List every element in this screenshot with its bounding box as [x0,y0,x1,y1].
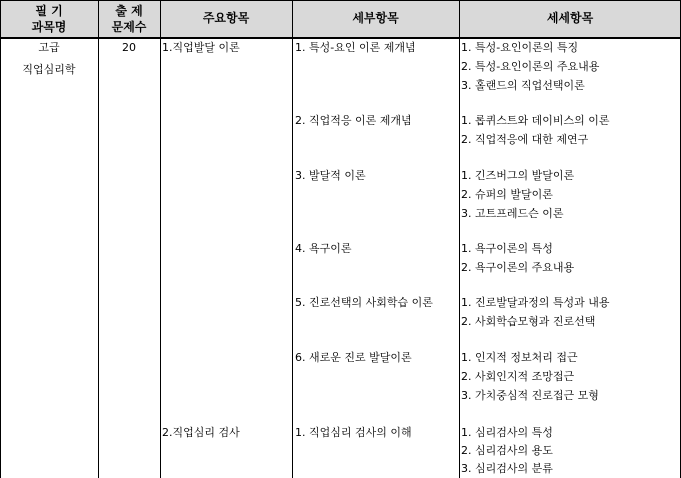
detail-item: 1. 심리검사의 특성 [461,426,553,439]
question-count: 20 [122,41,136,54]
main-item: 2.직업심리 검사 [162,426,240,439]
main-item: 1.직업발달 이론 [162,41,240,54]
header-sub: 세부항목 [292,0,459,38]
detail-item: 3. 홀랜드의 직업선택이론 [461,79,585,92]
detail-item: 1. 롭퀴스트와 데이비스의 이론 [461,114,610,127]
detail-item: 2. 사회학습모형과 진로선택 [461,315,596,328]
header-count-line2: 문제수 [111,20,147,34]
header-top-border [0,0,681,1]
detail-item: 2. 직업적응에 대한 제연구 [461,133,589,146]
detail-item: 1. 인지적 정보처리 접근 [461,351,578,364]
sub-item: 3. 발달적 이론 [295,169,366,182]
header-count-line1: 출 제 [115,4,143,18]
detail-item: 3. 심리검사의 분류 [461,462,553,475]
detail-item: 2. 슈퍼의 발달이론 [461,188,553,201]
sub-item: 1. 직업심리 검사의 이해 [295,426,412,439]
detail-item: 1. 특성-요인이론의 특징 [461,41,579,54]
sub-item: 5. 진로선택의 사회학습 이론 [295,296,433,309]
detail-item: 2. 특성-요인이론의 주요내용 [461,60,600,73]
detail-item: 3. 고트프레드슨 이론 [461,207,564,220]
sub-item: 1. 특성-요인 이론 제개념 [295,41,416,54]
sub-item: 4. 욕구이론 [295,242,352,255]
detail-item: 1. 진로발달과정의 특성과 내용 [461,296,610,309]
sub-item: 6. 새로운 진로 발달이론 [295,351,412,364]
subject-name-line2: 직업심리학 [22,63,76,76]
detail-item: 1. 욕구이론의 특성 [461,242,553,255]
column-divider [459,0,460,478]
detail-item: 2. 심리검사의 용도 [461,444,553,457]
header-count [98,0,160,38]
detail-item: 3. 가치중심적 진로접근 모형 [461,389,599,402]
subject-name-line1: 고급 [38,41,60,54]
column-divider [160,0,161,478]
header-subject-line1: 필 기 [35,4,63,18]
header-main: 주요항목 [160,0,292,38]
detail-item: 2. 욕구이론의 주요내용 [461,261,575,274]
header-detail: 세세항목 [459,0,681,38]
detail-item: 1. 긴즈버그의 발달이론 [461,169,575,182]
column-divider [292,0,293,478]
detail-item: 2. 사회인지적 조망접근 [461,370,575,383]
sub-item: 2. 직업적응 이론 제개념 [295,114,412,127]
header-subject-line2: 과목명 [31,20,67,34]
header-subject [0,0,98,38]
column-divider [98,0,99,478]
